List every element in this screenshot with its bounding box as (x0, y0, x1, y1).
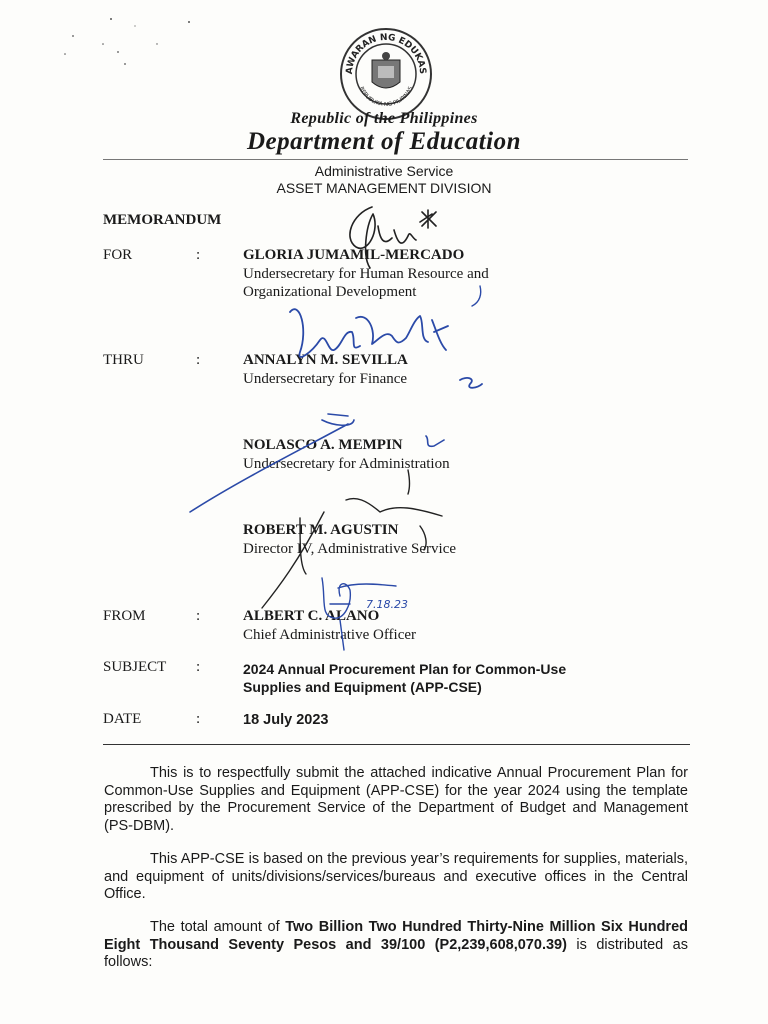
seal-text-bottom: REPUBLIKA NG PILIPINAS (357, 85, 415, 109)
from-position: Chief Administrative Officer (243, 627, 417, 643)
thru-name-1: ANNALYN M. SEVILLA (243, 352, 408, 368)
body-paragraph-3-post: is distributed as follows: (104, 936, 688, 970)
republic-heading: Republic of the Philippines (290, 110, 478, 127)
thru-label: THRU (103, 352, 144, 368)
from-name: ALBERT C. ALANO (243, 608, 380, 624)
signature-sevilla (290, 309, 448, 357)
handwritten-date: 7.18.23 (366, 598, 408, 611)
date-value: 18 July 2023 (243, 712, 329, 728)
signature-alano (322, 578, 396, 650)
initial-check-for (472, 286, 481, 306)
subject-label: SUBJECT (103, 659, 167, 675)
seal-text-top: AWARAN NG EDUKAS (344, 32, 428, 75)
memo-heading: MEMORANDUM (103, 212, 222, 228)
thru-position-3: Director IV, Administrative Service (243, 541, 457, 557)
date-colon: : (196, 711, 201, 727)
for-name: GLORIA JUMAMIL-MERCADO (243, 247, 465, 263)
from-colon: : (196, 608, 201, 624)
total-amount: Two Billion Two Hundred Thirty-Nine Million Six Hundred Eight Thousand Seventy Pesos and 39/100 (P2,239,608,070.39) (104, 919, 688, 953)
for-label: FOR (103, 247, 133, 263)
thru-position-1: Undersecretary for Finance (243, 371, 408, 387)
for-position-line1: Undersecretary for Human Resource and (243, 266, 489, 282)
thru-name-2: NOLASCO A. MEMPIN (243, 437, 403, 453)
subject-colon: : (196, 659, 201, 675)
body-paragraph-2-text: This APP-CSE is based on the previous year’s requirements for supplies, materials, and equipment of units/divisions/services/bureaus and executive offices in the Central Office. (104, 851, 688, 902)
body-paragraph-3-pre: The total amount of (150, 919, 286, 935)
thru-colon: : (196, 352, 201, 368)
division-name: ASSET MANAGEMENT DIVISION (276, 180, 492, 196)
date-label: DATE (103, 711, 142, 727)
from-label: FROM (103, 608, 146, 624)
thru-name-3: ROBERT M. AGUSTIN (243, 522, 399, 538)
signature-agustin (262, 470, 442, 608)
for-position-line2: Organizational Development (243, 284, 417, 300)
subject-line2: Supplies and Equipment (APP-CSE) (243, 679, 482, 695)
signature-for (350, 207, 436, 268)
subject-line1: 2024 Annual Procurement Plan for Common-Use (243, 661, 567, 677)
signature-mempin (190, 414, 444, 512)
body-paragraph-1-text: This is to respectfully submit the attached indicative Annual Procurement Plan for Common-Use Supplies and Equipment (APP-CSE) for the year 2024 using the template prescribed by the Procurement Service of the Department of Budget and Management (PS-DBM). (104, 765, 688, 834)
for-colon: : (196, 247, 201, 263)
department-heading: Department of Education (246, 128, 521, 155)
thru-position-2: Undersecretary for Administration (243, 456, 450, 472)
office-name: Administrative Service (314, 163, 454, 179)
initial-finance (460, 378, 482, 388)
